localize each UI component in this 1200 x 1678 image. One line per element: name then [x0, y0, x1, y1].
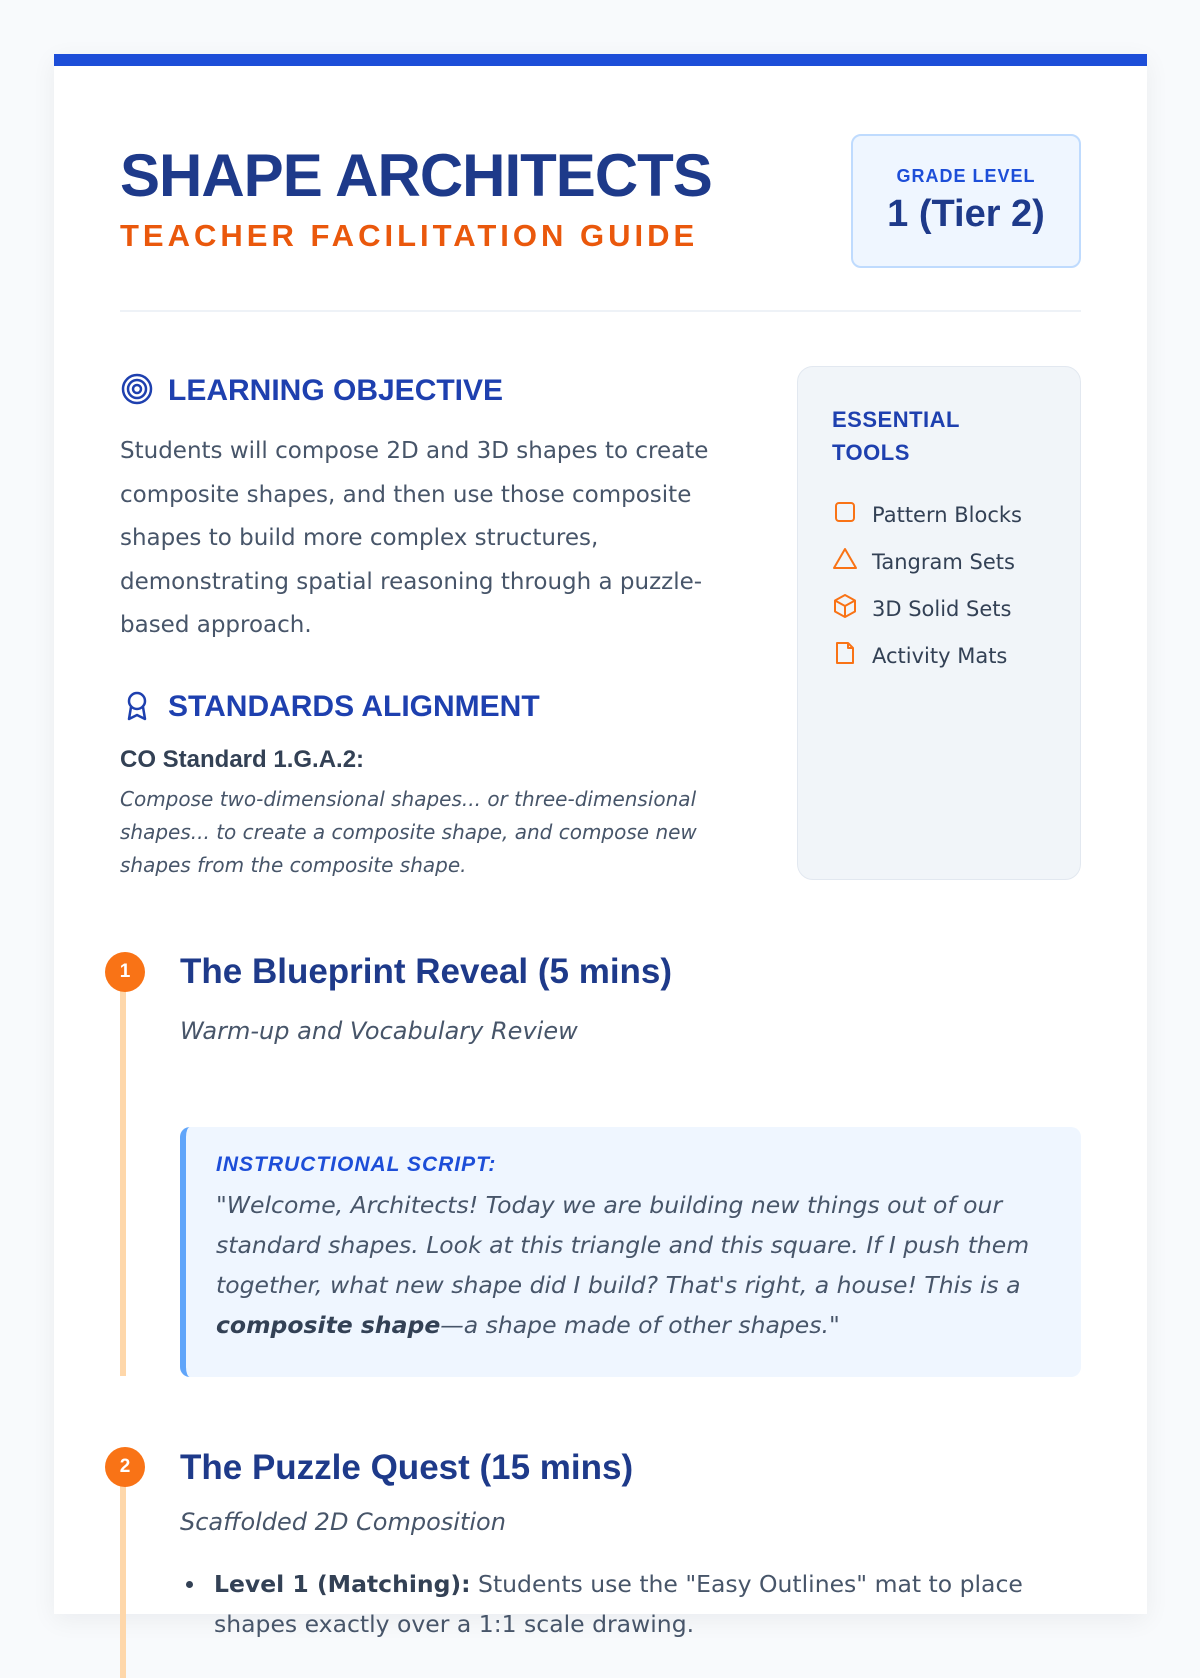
step-number-badge: 1: [105, 952, 145, 992]
standard-code: CO Standard 1.G.A.2:: [120, 746, 365, 773]
standard-description: Compose two-dimensional shapes... or three-dimensional shapes... to create a composite shape, and compose new shapes from the composite shape.: [120, 787, 697, 877]
standards-heading: [120, 688, 540, 726]
page-subtitle: TEACHER FACILITATION GUIDE: [120, 218, 699, 253]
tool-item: [832, 585, 1046, 632]
script-label: INSTRUCTIONAL SCRIPT:: [216, 1153, 497, 1176]
award-icon: [120, 688, 154, 726]
timeline-line: [120, 1478, 126, 1678]
step-subtitle: Warm-up and Vocabulary Review: [180, 1017, 578, 1045]
activity-levels-list: [180, 1564, 1040, 1644]
script-text: "Welcome, Architects! Today we are building new things out of our standard shapes. Look at this triangle and this square. If I push them together, what new shape did I build? That's right, a house! This is a composite shape—a shape made of other shapes.": [216, 1191, 1030, 1339]
grade-level-label: GRADE LEVEL: [896, 166, 1036, 186]
essential-tools-panel: [797, 366, 1081, 880]
grade-level-value: 1 (Tier 2): [887, 193, 1045, 235]
file-icon: [832, 640, 858, 671]
objective-title: LEARNING OBJECTIVE: [168, 374, 504, 407]
standards-title: STANDARDS ALIGNMENT: [168, 690, 540, 723]
step-subtitle: Scaffolded 2D Composition: [180, 1508, 506, 1536]
tool-item: [832, 538, 1046, 585]
triangle-icon: [832, 546, 858, 577]
step-title: The Puzzle Quest (15 mins): [180, 1448, 634, 1487]
page-title: SHAPE ARCHITECTS: [120, 142, 712, 209]
tool-item: [832, 491, 1046, 538]
objective-heading: [120, 372, 503, 410]
script-emphasis: composite shape: [216, 1311, 441, 1339]
cube-icon: [832, 593, 858, 624]
objective-text: Students will compose 2D and 3D shapes to create composite shapes, and then use those composite shapes to build more complex structures, demonstrating spatial reasoning through a puzzle-based approach.: [120, 438, 709, 638]
guide-card: [54, 54, 1147, 1638]
square-icon: [832, 499, 858, 530]
level-label: Level 1 (Matching):: [214, 1570, 471, 1598]
step-title: The Blueprint Reveal (5 mins): [180, 952, 673, 991]
header-divider: [120, 310, 1081, 312]
tool-label: Pattern Blocks: [872, 502, 1022, 527]
step-number-badge: 2: [105, 1447, 145, 1487]
tools-heading: ESSENTIAL TOOLS: [832, 407, 960, 465]
tool-label: Activity Mats: [872, 643, 1008, 668]
tool-label: 3D Solid Sets: [872, 596, 1012, 621]
grade-level-badge: [851, 134, 1081, 268]
timeline-line: [120, 980, 126, 1376]
tool-item: [832, 632, 1046, 679]
instructional-script-box: [180, 1127, 1081, 1377]
target-icon: [120, 372, 154, 410]
list-item: Level 1 (Matching): Students use the "Easy Outlines" mat to place shapes exactly over a 1:1 scale drawing.: [180, 1564, 1040, 1644]
tool-label: Tangram Sets: [872, 549, 1015, 574]
